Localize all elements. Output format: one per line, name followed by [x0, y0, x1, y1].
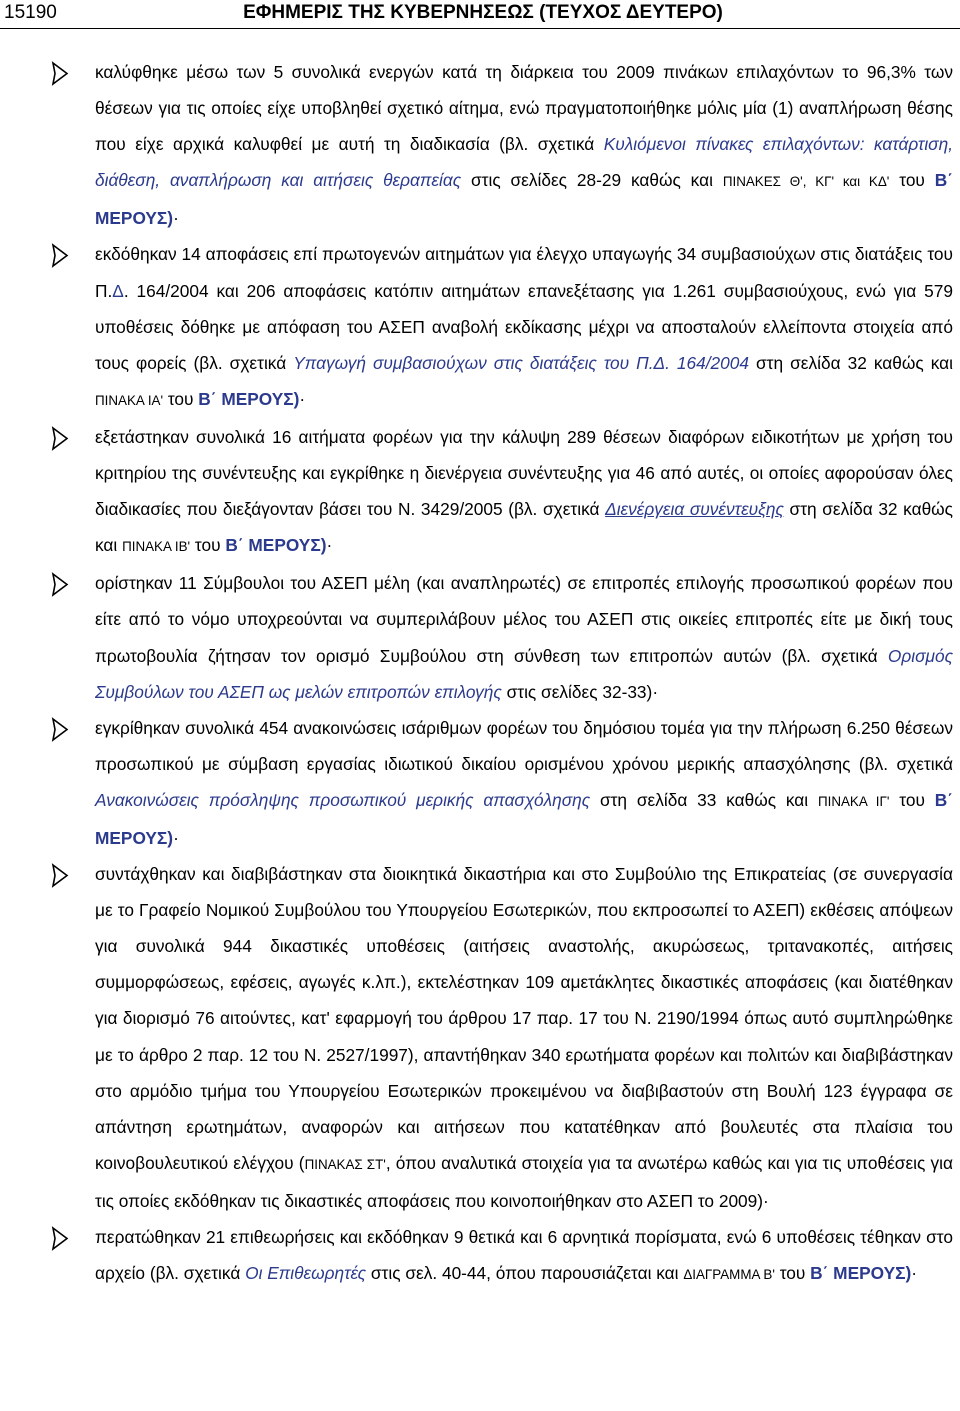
arrow-bullet-icon [50, 856, 70, 892]
part-reference: Β΄ ΜΕΡΟΥΣ) [198, 388, 300, 409]
item-text: · [326, 535, 333, 556]
cross-reference-link[interactable]: Ορισμός Συμβούλων του ΑΣΕΠ ως μελών επιτροπών επιλογής [95, 645, 953, 702]
item-text: Δ [112, 280, 124, 301]
table-reference: ΔΙΑΓΡΑΜΜΑ Β' [683, 1267, 775, 1283]
item-text: στη σελίδα 32 καθώς και [749, 352, 953, 373]
arrow-bullet-icon [50, 54, 70, 90]
arrow-bullet-icon [50, 1219, 70, 1255]
cross-reference-link[interactable]: Οι Επιθεωρητές [245, 1263, 367, 1284]
item-text: συντάχθηκαν και διαβιβάστηκαν στα διοικητικά δικαστήρια και στο Συμβούλιο της Επικρατείας (σε συνεργασία με το Γραφείο Νομικού Συμβούλου του Υπουργείου Εσωτερικών, που εκπροσωπεί το ΑΣΕΠ) εκθέσεις απόψεων για συνολικά 944 δικαστικές υποθέσεις (αιτήσεις αναστολής, ακυρώσεως, τριτανακοπές, αιτήσεις συμμορφώσεως, εφέσεις, αγωγές κ.λπ.), εκτελέστηκαν 109 αμετάκλητες δικαστικές αποφάσεις (και διατέθηκαν για διορισμό 76 αιτούντες, κατ' εφαρμογή του άρθρου 17 παρ. 17 του Ν. 2190/1994 όπως αυτό συμπληρώθηκε με το άρθρο 2 παρ. 12 του Ν. 2527/1997), απαντήθηκαν 340 ερωτήματα φορέων και πολιτών και διαβιβάστηκαν στο αρμόδιο τμήμα του Υπουργείου Εσωτερικών προκειμένου να διαβιβαστούν στη Βουλή 123 έγγραφα σε απάντηση ερωτημάτων, αναφορών και αιτήσεων που κατατέθηκαν από βουλευτές στα πλαίσια του κοινοβουλευτικού ελέγχου ( [95, 864, 953, 1173]
cross-reference-link[interactable]: Ανακοινώσεις πρόσληψης προσωπικού μερικής απασχόλησης [95, 789, 591, 810]
table-reference: ΠΙΝΑΚΕΣ Θ', ΚΓ' και ΚΔ' [722, 174, 890, 190]
list-item [0, 54, 960, 236]
item-text: εκδόθηκαν 14 αποφάσεις επί πρωτογενών αιτημάτων για έλεγχο υπαγωγής 34 συμβασιούχων στις διατάξεις του Π. [95, 244, 953, 301]
list-item [0, 565, 960, 709]
item-text: · [173, 827, 179, 848]
table-reference: ΠΙΝΑΚΑΣ ΣΤ' [304, 1156, 386, 1172]
arrow-bullet-icon [50, 419, 70, 455]
arrow-bullet-icon [50, 236, 70, 272]
item-text: καλύφθηκε μέσω των 5 συνολικά ενεργών κατά τη διάρκεια του 2009 πινάκων επιλαχόντων το 96,3% των θέσεων για τις οποίες είχε υποβληθεί σχετικό αίτημα, ενώ πραγματοποιήθηκε μόλις μία (1) αναπλήρωση θέσης που είχε αρχικά καλυφθεί με αυτή τη διαδικασία (βλ. σχετικά [95, 62, 953, 155]
item-text: στις σελ. 40-44, όπου παρουσιάζεται και [366, 1263, 684, 1284]
cross-reference-link[interactable]: Διενέργεια συνέντευξης [605, 499, 784, 520]
arrow-bullet-icon [50, 710, 70, 746]
item-text: του [774, 1263, 811, 1284]
list-item [0, 236, 960, 418]
item-text: · [911, 1263, 918, 1284]
part-reference: Β΄ ΜΕΡΟΥΣ) [95, 170, 953, 229]
item-text: · [299, 388, 306, 409]
part-reference: Β΄ ΜΕΡΟΥΣ) [810, 1263, 912, 1284]
part-reference: Β΄ ΜΕΡΟΥΣ) [95, 789, 953, 848]
list-item [0, 1219, 960, 1293]
list-item [0, 710, 960, 856]
item-text: , όπου αναλυτικά στοιχεία για τα ανωτέρω καθώς και για τις υποθέσεις για τις οποίες εκδόθηκαν τις δικαστικές αποφάσεις που κοινοποιήθηκαν στο ΑΣΕΠ το 2009) [95, 1152, 953, 1211]
cross-reference-link[interactable]: Κυλιόμενοι πίνακες επιλαχόντων: κατάρτιση, διάθεση, αναπλήρωση και αιτήσεις θεραπείας [95, 134, 953, 191]
table-reference: ΠΙΝΑΚΑ ΙΑ' [95, 392, 164, 408]
item-text: ορίστηκαν 11 Σύμβουλοι του ΑΣΕΠ μέλη (και αναπληρωτές) σε επιτροπές επιλογής προσωπικού φορέων που είτε από το νόμο υποχρεούνται να συμπεριλάβουν μέλος του ΑΣΕΠ στις οικείες επιτροπές είτε με δική τους πρωτοβουλία ζήτησαν τον ορισμό Συμβούλου στη σύνθεση των επιτροπών αυτών (βλ. σχετικά [95, 573, 953, 666]
item-text: . 164/2004 και 206 αποφάσεις κατόπιν αιτημάτων επανεξέτασης για 1.261 συμβασιούχους, ενώ για 579 υποθέσεις δόθηκε με απόφαση του ΑΣΕΠ αναβολή εκδίκασης μέχρι να αποσταλούν ελλείποντα στοιχεία από τους φορείς (βλ. σχετικά [95, 280, 953, 373]
item-text: εξετάστηκαν συνολικά 16 αιτήματα φορέων για την κάλυψη 289 θέσεων διαφόρων ειδικοτήτων με χρήση του κριτηρίου της συνέντευξης και εγκρίθηκε η διενέργεια συνέντευξης για 46 από αυτές, οι οποίες αφορούσαν όλες διαδικασίες που διεξάγονταν βάσει του Ν. 3429/2005 (βλ. σχετικά [95, 426, 953, 520]
item-text: εγκρίθηκαν συνολικά 454 ανακοινώσεις ισάριθμων φορέων του δημόσιου τομέα για την πλήρωση 6.250 θέσεων προσωπικού με σύμβαση εργασίας ιδιωτικού δικαίου ορισμένου χρόνου μερικής απασχόλησης (βλ. σχετικά [95, 717, 953, 774]
item-text: του [163, 388, 199, 409]
cross-reference-link[interactable]: Υπαγωγή συμβασιούχων στις διατάξεις του Π.Δ. 164/2004 [293, 352, 749, 373]
table-reference: ΠΙΝΑΚΑ ΙΒ' [122, 539, 191, 555]
item-text: του [190, 535, 226, 556]
item-text: του [889, 789, 935, 810]
item-text: · [173, 208, 179, 229]
item-text: · [652, 681, 659, 702]
item-text: στη σελίδα 33 καθώς και [590, 789, 818, 810]
page-header [0, 0, 960, 28]
arrow-bullet-icon [50, 565, 70, 601]
header-rule [0, 28, 960, 29]
bullet-list [0, 54, 960, 1293]
list-item [0, 856, 960, 1219]
item-text: στις σελίδες 28-29 καθώς και [461, 170, 723, 191]
gazette-title: ΕΦΗΜΕΡΙΣ ΤΗΣ ΚΥΒΕΡΝΗΣΕΩΣ (ΤΕΥΧΟΣ ΔΕΥΤΕΡΟ) [243, 2, 723, 23]
item-text: · [763, 1190, 769, 1211]
table-reference: ΠΙΝΑΚΑ ΙΓ' [817, 793, 890, 809]
part-reference: Β΄ ΜΕΡΟΥΣ) [225, 535, 327, 556]
list-item [0, 419, 960, 565]
item-text: στη σελίδα 32 καθώς και [95, 499, 954, 556]
page-number: 15190 [4, 2, 57, 23]
item-text: στις σελίδες 32-33) [501, 681, 653, 702]
item-text: περατώθηκαν 21 επιθεωρήσεις και εκδόθηκαν 9 θετικά και 6 αρνητικά πορίσματα, ενώ 6 υποθέσεις τέθηκαν στο αρχείο (βλ. σχετικά [95, 1227, 953, 1284]
item-text: του [889, 170, 935, 191]
